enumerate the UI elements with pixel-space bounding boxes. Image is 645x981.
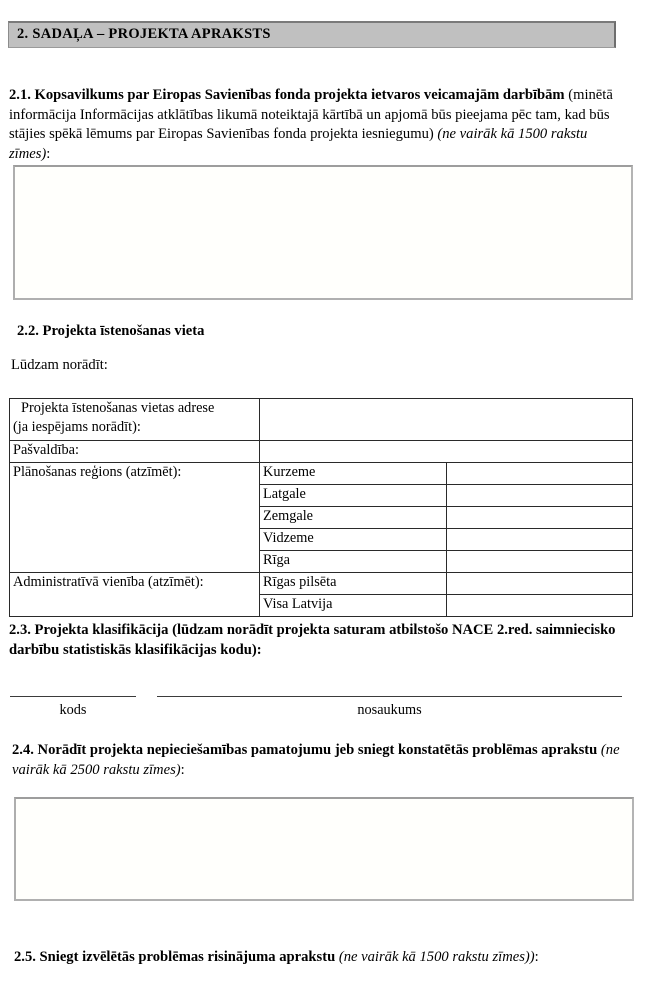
question-2-5-text <box>14 948 639 968</box>
section-header-title: 2. SADAĻA – PROJEKTA APRAKSTS <box>17 26 271 42</box>
question-2-1-trailing: : <box>46 145 51 162</box>
address-label-line2: (ja iespējams norādīt): <box>13 419 141 435</box>
nace-code-rule <box>10 696 136 697</box>
cell-address-value[interactable] <box>260 399 633 441</box>
nace-code-caption: kods <box>59 702 87 718</box>
question-2-5-limit: (ne vairāk kā 1500 rakstu zīmes)) <box>335 949 535 965</box>
question-2-1-body: (minētā informācija Informācijas atklātības likumā noteiktajā kārtībā un apjomā būs pieejama pēc tam, kad būs stājies spēkā lēmums par Eiropas Savienības fonda projekta iesniegumu) <box>9 87 613 143</box>
question-2-1-text <box>9 86 631 164</box>
question-2-4-text <box>12 741 632 780</box>
question-2-3-heading-line1: 2.3. Projekta klasifikācija (lūdzam norādīt projekta saturam atbilstošo NACE 2.red. <box>9 622 533 638</box>
project-location-table <box>9 398 633 617</box>
table-row-admin-rigas-pilseta <box>10 573 633 595</box>
nace-name-caption: nosaukums <box>357 702 422 718</box>
section-header-bar <box>8 21 616 48</box>
table-row-municipality <box>10 441 633 463</box>
cell-region-mark-kurzeme[interactable] <box>446 463 633 485</box>
question-2-4-bold-lead: 2.4. Norādīt projekta nepieciešamības pamatojumu jeb sniegt konstatētās problēmas aprakstu <box>12 742 598 758</box>
cell-address-label <box>10 399 260 441</box>
question-2-1-limit: (ne vairāk kā 1500 rakstu zīmes) <box>9 126 588 162</box>
cell-region-option-riga: Rīga <box>260 551 447 573</box>
cell-region-option-kurzeme: Kurzeme <box>260 463 447 485</box>
question-2-3-heading <box>9 621 634 660</box>
cell-region-option-vidzeme: Vidzeme <box>260 529 447 551</box>
question-2-1-bold-lead: 2.1. Kopsavilkums par Eiropas Savienības fonda projekta ietvaros veicamajām darbībām <box>9 87 565 103</box>
cell-municipality-value[interactable] <box>260 441 633 463</box>
question-2-5-bold-lead: 2.5. Sniegt izvēlētās problēmas risinājuma aprakstu <box>14 949 336 965</box>
table-row-address <box>10 399 633 441</box>
cell-region-mark-vidzeme[interactable] <box>446 529 633 551</box>
cell-region-mark-riga[interactable] <box>446 551 633 573</box>
answer-box-2-1[interactable] <box>13 165 633 300</box>
cell-region-option-zemgale: Zemgale <box>260 507 447 529</box>
cell-admin-option-visa-latvija: Visa Latvija <box>260 595 447 617</box>
nace-name-rule <box>157 696 622 697</box>
answer-box-2-4[interactable] <box>14 797 634 901</box>
question-2-2-instruction: Lūdzam norādīt: <box>11 357 108 373</box>
cell-admin-mark-visa-latvija[interactable] <box>446 595 633 617</box>
question-2-2-heading: 2.2. Projekta īstenošanas vieta <box>17 323 205 339</box>
question-2-4-trailing: : <box>180 761 185 778</box>
cell-region-mark-latgale[interactable] <box>446 485 633 507</box>
question-2-5-trailing: : <box>534 949 539 965</box>
cell-administrative-unit-label: Administratīvā vienība (atzīmēt): <box>10 573 260 617</box>
cell-planning-region-label: Plānošanas reģions (atzīmēt): <box>10 463 260 573</box>
cell-region-mark-zemgale[interactable] <box>446 507 633 529</box>
table-row-region-kurzeme <box>10 463 633 485</box>
cell-admin-option-rigas-pilseta: Rīgas pilsēta <box>260 573 447 595</box>
question-2-3-heading-line2: saimniecisko darbību statistiskās klasifikācijas kodu): <box>9 622 616 658</box>
cell-region-option-latgale: Latgale <box>260 485 447 507</box>
cell-admin-mark-rigas-pilseta[interactable] <box>446 573 633 595</box>
cell-municipality-label: Pašvaldība: <box>10 441 260 463</box>
address-label-line1: Projekta īstenošanas vietas adrese <box>21 400 215 416</box>
question-2-4-limit: (ne vairāk kā 2500 rakstu zīmes) <box>12 742 620 778</box>
